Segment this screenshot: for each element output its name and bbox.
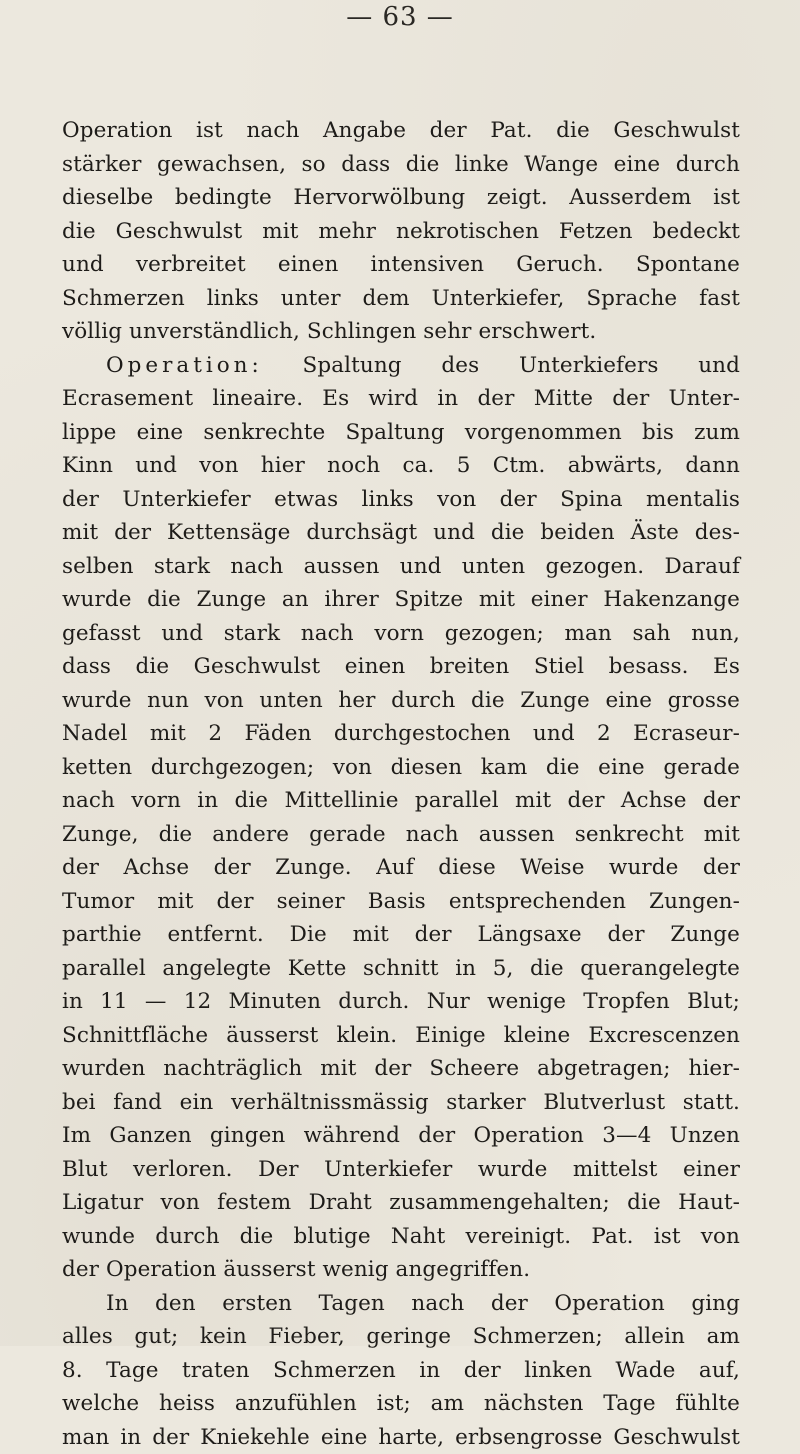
text-line: dieselbe bedingte Hervorwölbung zeigt. Ausserdem ist <box>62 181 740 215</box>
text-line: Kinn und von hier noch ca. 5 Ctm. abwärts, dann <box>62 449 740 483</box>
text-line: mit der Kettensäge durchsägt und die beiden Äste des- <box>62 516 740 550</box>
text-line: wurde nun von unten her durch die Zunge eine grosse <box>62 684 740 718</box>
text-line: wurde die Zunge an ihrer Spitze mit einer Hakenzange <box>62 583 740 617</box>
text-line: Operation ist nach Angabe der Pat. die Geschwulst <box>62 114 740 148</box>
text-line: In den ersten Tagen nach der Operation ging <box>62 1287 740 1321</box>
text-line: Zunge, die andere gerade nach aussen senkrecht mit <box>62 818 740 852</box>
text-line: man in der Kniekehle eine harte, erbsengrosse Geschwulst <box>62 1421 740 1454</box>
text-line: selben stark nach aussen und unten gezogen. Darauf <box>62 550 740 584</box>
text-line: Schmerzen links unter dem Unterkiefer, Sprache fast <box>62 282 740 316</box>
text-line: nach vorn in die Mittellinie parallel mit der Achse der <box>62 784 740 818</box>
text-line: die Geschwulst mit mehr nekrotischen Fetzen bedeckt <box>62 215 740 249</box>
text-line: parallel angelegte Kette schnitt in 5, die querangelegte <box>62 952 740 986</box>
text-line: lippe eine senkrechte Spaltung vorgenommen bis zum <box>62 416 740 450</box>
text-line: welche heiss anzufühlen ist; am nächsten Tage fühlte <box>62 1387 740 1421</box>
text-line: in 11 — 12 Minuten durch. Nur wenige Tropfen Blut; <box>62 985 740 1019</box>
text-line: der Operation äusserst wenig angegriffen. <box>62 1253 740 1287</box>
text-line: Tumor mit der seiner Basis entsprechenden Zungen- <box>62 885 740 919</box>
text-line: Im Ganzen gingen während der Operation 3—4 Unzen <box>62 1119 740 1153</box>
text-line: parthie entfernt. Die mit der Längsaxe der Zunge <box>62 918 740 952</box>
text-line: und verbreitet einen intensiven Geruch. Spontane <box>62 248 740 282</box>
text-line: stärker gewachsen, so dass die linke Wange eine durch <box>62 148 740 182</box>
text-line: völlig unverständlich, Schlingen sehr erschwert. <box>62 315 740 349</box>
text-line <box>62 349 740 383</box>
text-line: Ligatur von festem Draht zusammengehalten; die Haut- <box>62 1186 740 1220</box>
body-text <box>62 114 740 1454</box>
text-line: alles gut; kein Fieber, geringe Schmerzen; allein am <box>62 1320 740 1354</box>
text-line: Blut verloren. Der Unterkiefer wurde mittelst einer <box>62 1153 740 1187</box>
text-line: dass die Geschwulst einen breiten Stiel besass. Es <box>62 650 740 684</box>
operation-heading: Operation: <box>106 353 263 378</box>
text-line: der Unterkiefer etwas links von der Spina mentalis <box>62 483 740 517</box>
page-number: — 63 — <box>0 2 800 32</box>
text-line: Schnittfläche äusserst klein. Einige kleine Excrescenzen <box>62 1019 740 1053</box>
text-line: bei fand ein verhältnissmässig starker Blutverlust statt. <box>62 1086 740 1120</box>
text-fragment: Spaltung des Unterkiefers und <box>263 353 740 378</box>
text-line: wunde durch die blutige Naht vereinigt. Pat. ist von <box>62 1220 740 1254</box>
text-line: gefasst und stark nach vorn gezogen; man sah nun, <box>62 617 740 651</box>
text-line: ketten durchgezogen; von diesen kam die eine gerade <box>62 751 740 785</box>
text-line: Ecrasement lineaire. Es wird in der Mitte der Unter- <box>62 382 740 416</box>
text-line: Nadel mit 2 Fäden durchgestochen und 2 Ecraseur- <box>62 717 740 751</box>
text-line: der Achse der Zunge. Auf diese Weise wurde der <box>62 851 740 885</box>
text-line: 8. Tage traten Schmerzen in der linken Wade auf, <box>62 1354 740 1388</box>
text-line: wurden nachträglich mit der Scheere abgetragen; hier- <box>62 1052 740 1086</box>
